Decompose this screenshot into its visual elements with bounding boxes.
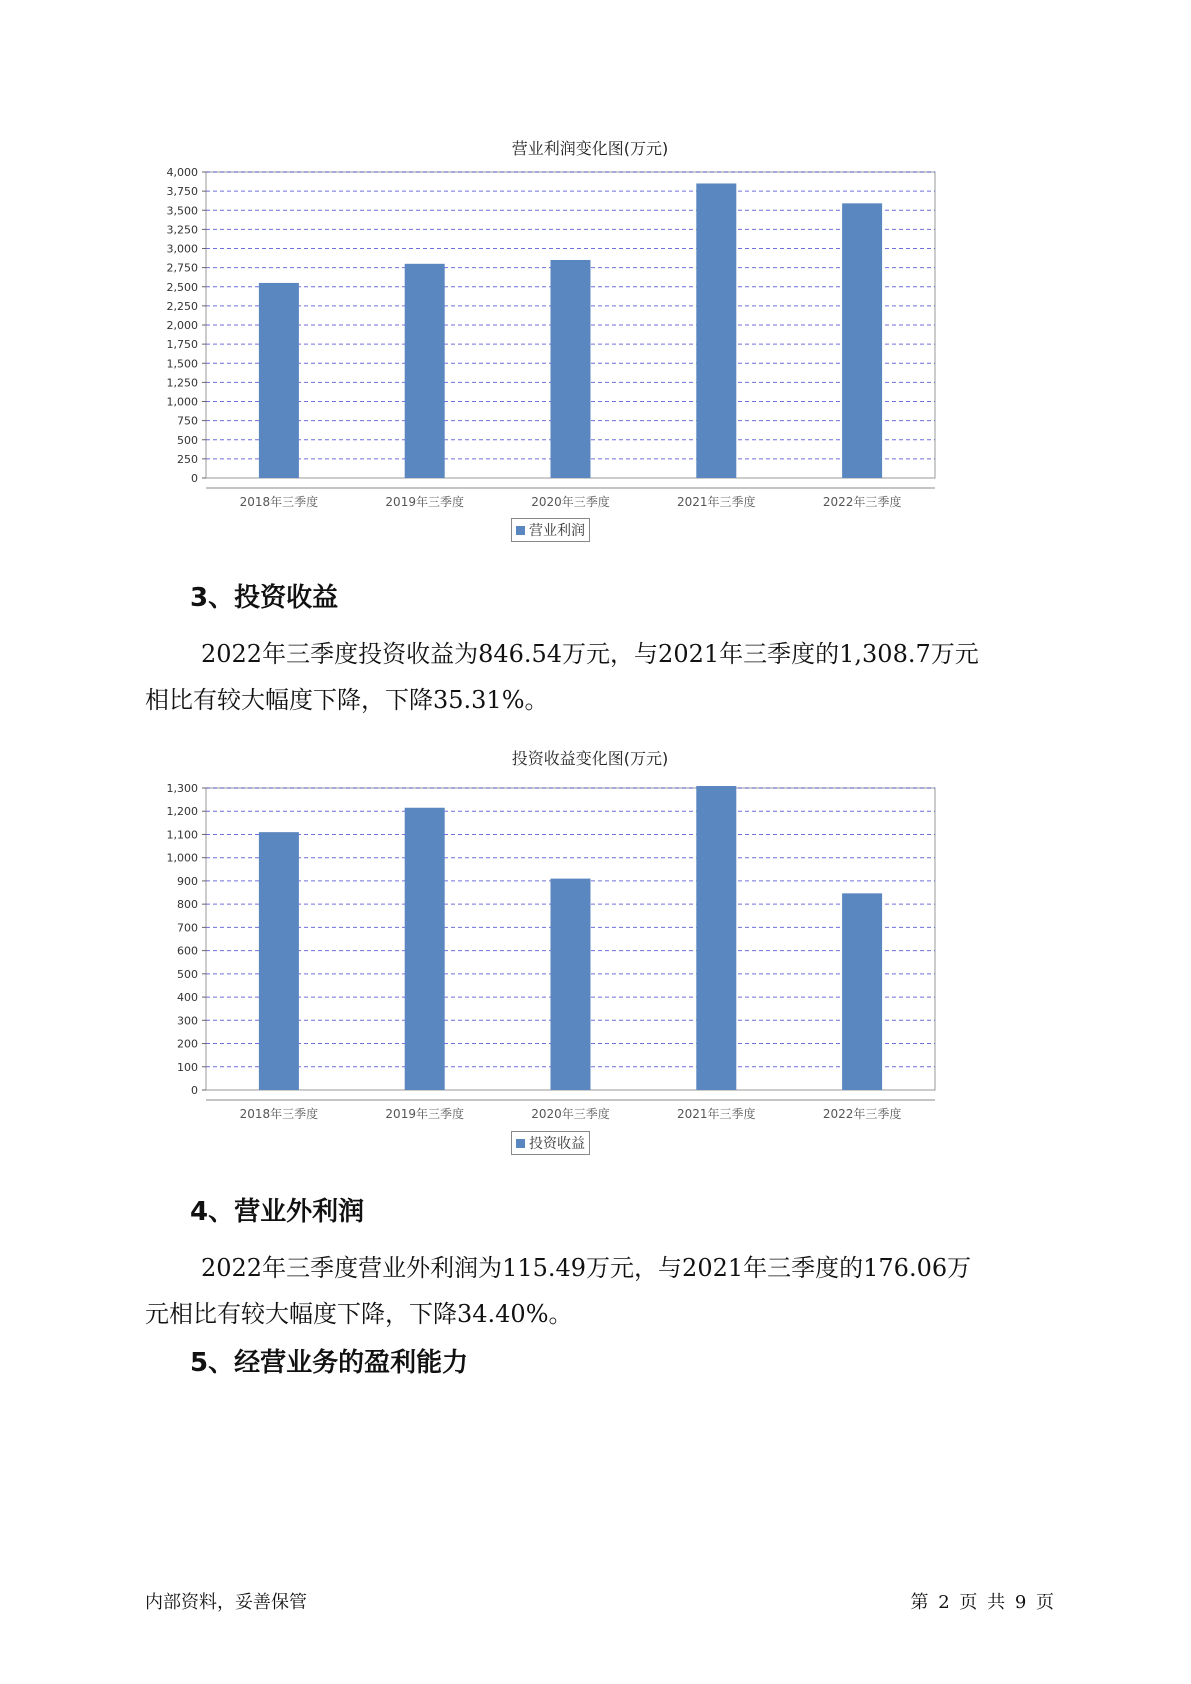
investment-income-chart — [140, 746, 1040, 1161]
y-tick-label: 750 — [177, 414, 198, 428]
y-tick-label: 3,250 — [166, 223, 198, 237]
y-tick-label: 800 — [177, 898, 198, 912]
y-tick-label: 1,000 — [166, 851, 198, 865]
y-tick-label: 400 — [177, 991, 198, 1005]
chart-title: 营业利润变化图(万元) — [511, 139, 669, 158]
x-tick-label: 2022年三季度 — [822, 495, 902, 509]
y-tick-label: 3,500 — [166, 204, 198, 218]
section-heading-5: 5、经营业务的盈利能力 — [190, 1348, 469, 1378]
y-tick-label: 4,000 — [166, 166, 198, 179]
y-tick-label: 600 — [177, 944, 198, 958]
operating-profit-chart — [140, 136, 1040, 551]
y-tick-label: 900 — [177, 874, 198, 888]
paragraph-line: 2022年三季度营业外利润为115.49万元，与2021年三季度的176.06万 — [201, 1254, 972, 1282]
paragraph-line: 元相比有较大幅度下降，下降34.40%。 — [145, 1300, 573, 1328]
x-tick-label: 2021年三季度 — [677, 1107, 756, 1121]
x-tick-label: 2019年三季度 — [385, 1107, 464, 1121]
bar-5 — [842, 893, 882, 1090]
bar-2 — [405, 808, 445, 1090]
section-heading-3: 3、投资收益 — [190, 583, 339, 613]
bar-1 — [259, 832, 299, 1090]
footer-confidential-note: 内部资料，妥善保管 — [145, 1592, 307, 1613]
y-tick-label: 3,000 — [166, 242, 198, 256]
x-tick-label: 2018年三季度 — [239, 495, 319, 509]
paragraph-line: 2022年三季度投资收益为846.54万元，与2021年三季度的1,308.7万元 — [201, 640, 979, 668]
chart-legend — [511, 518, 590, 542]
bar-1 — [259, 283, 299, 478]
footer-page-number: 第 2 页 共 9 页 — [910, 1592, 1054, 1613]
y-tick-label: 1,750 — [166, 338, 198, 352]
bar-2 — [405, 264, 445, 478]
y-tick-label: 1,200 — [166, 805, 198, 819]
legend-label: 投资收益 — [529, 1136, 585, 1152]
chart-title: 投资收益变化图(万元) — [511, 749, 669, 768]
y-tick-label: 300 — [177, 1014, 198, 1028]
x-tick-label: 2018年三季度 — [239, 1107, 319, 1121]
y-tick-label: 2,250 — [166, 299, 198, 313]
legend-label: 营业利润 — [529, 523, 585, 539]
y-tick-label: 500 — [177, 967, 198, 981]
bar-3 — [551, 879, 591, 1090]
bar-4 — [696, 786, 736, 1090]
y-tick-label: 500 — [177, 433, 198, 447]
y-tick-label: 1,300 — [166, 782, 198, 795]
y-tick-label: 1,250 — [166, 376, 198, 390]
y-tick-label: 2,000 — [166, 319, 198, 332]
y-tick-label: 1,100 — [166, 828, 198, 842]
y-tick-label: 2,750 — [166, 261, 198, 275]
x-tick-label: 2020年三季度 — [531, 1107, 610, 1121]
y-tick-label: 700 — [177, 921, 198, 935]
y-tick-label: 1,000 — [166, 395, 198, 409]
y-tick-label: 0 — [191, 472, 198, 485]
bar-4 — [696, 183, 736, 478]
y-tick-label: 250 — [177, 452, 198, 466]
y-tick-label: 2,500 — [166, 280, 198, 294]
bar-chart-svg — [140, 776, 1040, 1156]
bar-3 — [551, 260, 591, 478]
y-tick-label: 1,500 — [166, 357, 198, 371]
y-tick-label: 100 — [177, 1060, 198, 1074]
x-tick-label: 2021年三季度 — [677, 495, 756, 509]
y-tick-label: 200 — [177, 1037, 198, 1051]
x-tick-label: 2019年三季度 — [385, 495, 464, 509]
legend-swatch — [516, 1139, 525, 1148]
bar-chart-svg — [140, 166, 1040, 546]
bar-5 — [842, 203, 882, 478]
chart-legend — [511, 1131, 590, 1155]
y-tick-label: 0 — [191, 1084, 198, 1097]
legend-swatch — [516, 526, 525, 535]
y-tick-label: 3,750 — [166, 185, 198, 199]
section-paragraph-3 — [145, 631, 1070, 723]
paragraph-line: 相比有较大幅度下降，下降35.31%。 — [145, 686, 549, 714]
x-tick-label: 2022年三季度 — [822, 1107, 902, 1121]
x-tick-label: 2020年三季度 — [531, 495, 610, 509]
section-paragraph-4 — [145, 1245, 1070, 1337]
section-heading-4: 4、营业外利润 — [190, 1197, 365, 1227]
